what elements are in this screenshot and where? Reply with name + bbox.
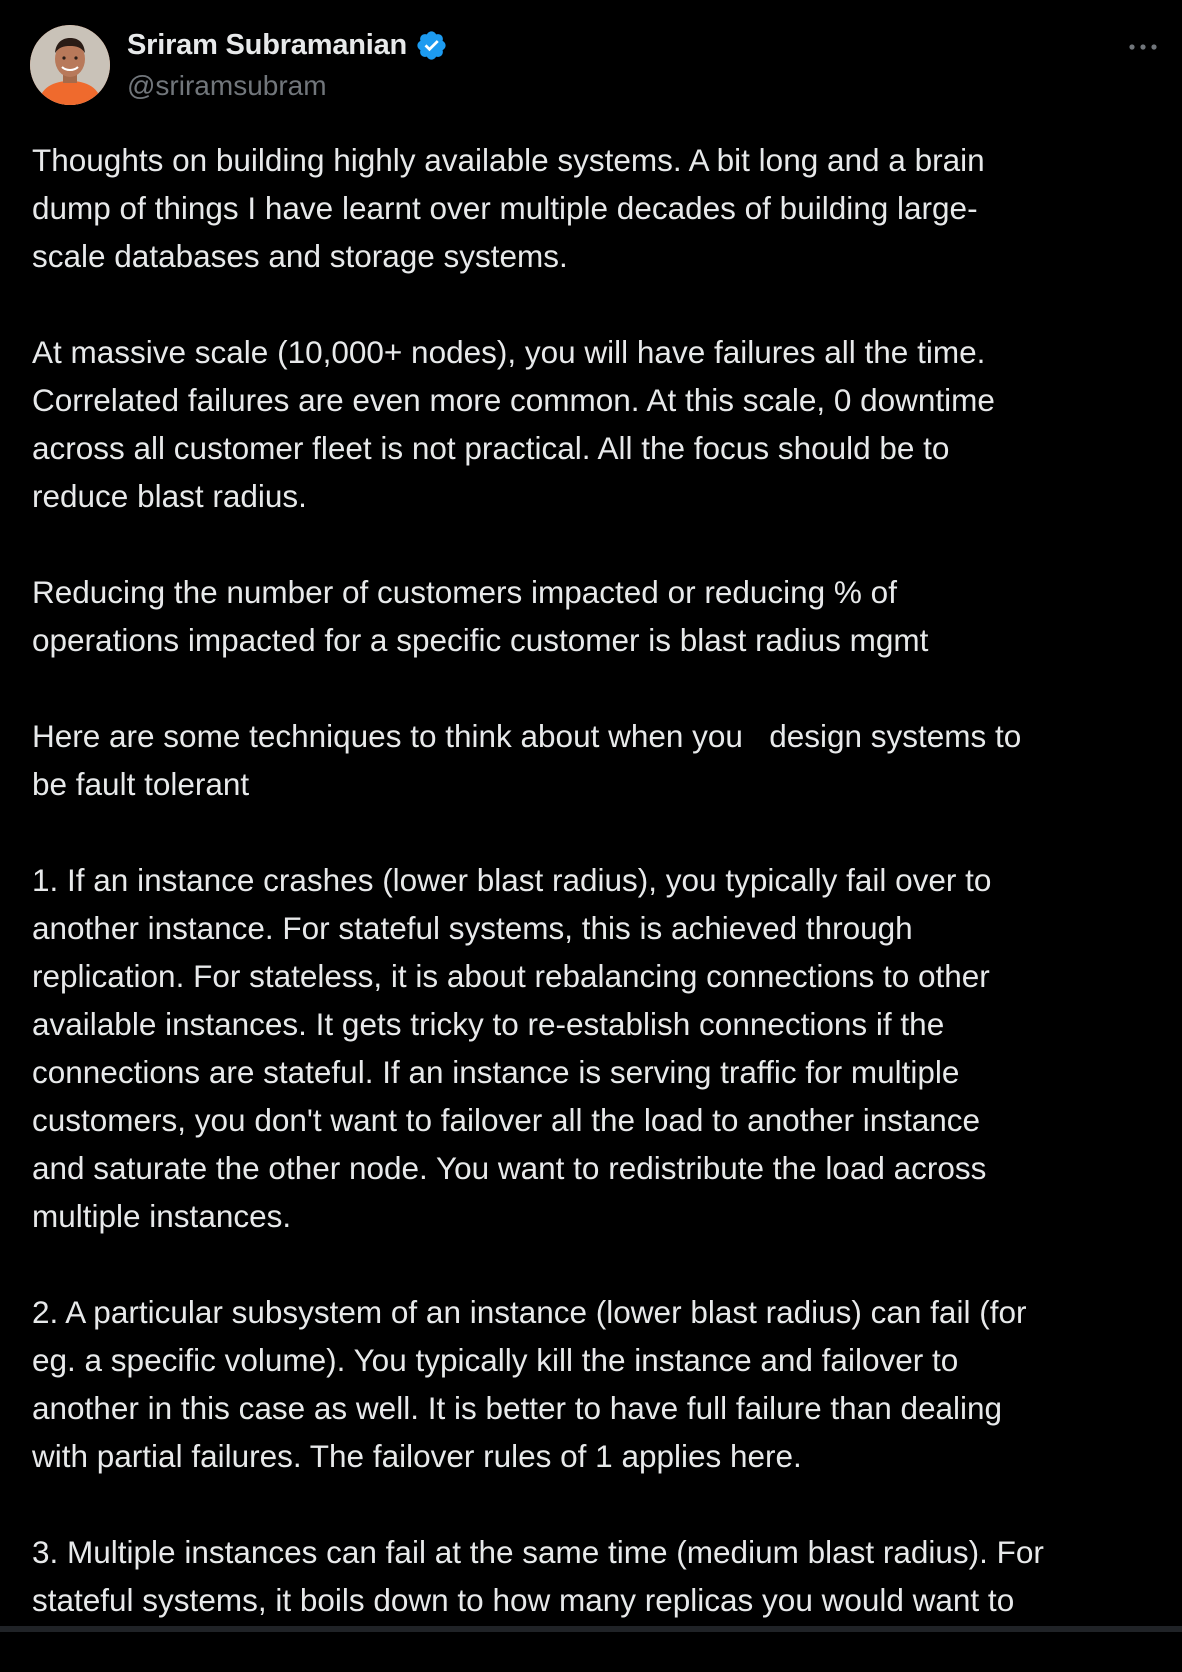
scroll-edge-divider — [0, 1626, 1182, 1632]
tweet-text-line: 2. A particular subsystem of an instance (lower blast radius) can fail (for — [32, 1294, 1027, 1330]
tweet-text-line: 1. If an instance crashes (lower blast radius), you typically fail over to — [32, 862, 992, 898]
tweet-text-line: replication. For stateless, it is about rebalancing connections to other — [32, 958, 990, 994]
tweet-text-line: scale databases and storage systems. — [32, 238, 568, 274]
tweet-paragraph — [32, 1528, 1162, 1624]
tweet-text-line: across all customer fleet is not practical. All the focus should be to — [32, 430, 950, 466]
tweet-text-line: operations impacted for a specific customer is blast radius mgmt — [32, 622, 929, 658]
tweet-text-line: 3. Multiple instances can fail at the same time (medium blast radius). For — [32, 1534, 1044, 1570]
tweet-text-line: dump of things I have learnt over multiple decades of building large- — [32, 190, 978, 226]
author-handle[interactable]: @sriramsubram — [127, 70, 327, 101]
tweet-text-line: stateful systems, it boils down to how many replicas you would want to — [32, 1582, 1015, 1618]
tweet-paragraph — [32, 568, 1162, 664]
tweet-text-line: connections are stateful. If an instance is serving traffic for multiple — [32, 1054, 960, 1090]
tweet-text-line: with partial failures. The failover rules of 1 applies here. — [32, 1438, 802, 1474]
tweet-text-line: available instances. It gets tricky to re-establish connections if the — [32, 1006, 945, 1042]
tweet-paragraph — [32, 1288, 1162, 1480]
tweet-text-line: Correlated failures are even more common. At this scale, 0 downtime — [32, 382, 995, 418]
tweet-paragraph — [32, 856, 1162, 1240]
tweet-text-line: another in this case as well. It is better to have full failure than dealing — [32, 1390, 1003, 1426]
verified-badge-icon[interactable] — [415, 29, 448, 62]
avatar[interactable] — [30, 25, 110, 105]
tweet-paragraph — [32, 712, 1162, 808]
tweet-text — [32, 136, 1162, 1672]
tweet-text-line: customers, you don't want to failover all the load to another instance — [32, 1102, 981, 1138]
tweet-text-line: and saturate the other node. You want to redistribute the load across — [32, 1150, 987, 1186]
profile-photo-icon — [30, 25, 110, 105]
tweet-text-line: Thoughts on building highly available systems. A bit long and a brain — [32, 142, 985, 178]
tweet-text-line: Reducing the number of customers impacted or reducing % of — [32, 574, 897, 610]
tweet-text-line: another instance. For stateful systems, this is achieved through — [32, 910, 913, 946]
tweet-paragraph — [32, 328, 1162, 520]
tweet-text-line: eg. a specific volume). You typically kill the instance and failover to — [32, 1342, 959, 1378]
tweet-header — [0, 0, 1182, 120]
author-name-row — [127, 29, 448, 62]
tweet-text-line: be fault tolerant — [32, 766, 250, 802]
more-options-icon[interactable] — [1126, 30, 1160, 64]
tweet-paragraph — [32, 136, 1162, 280]
tweet-text-line: At massive scale (10,000+ nodes), you will have failures all the time. — [32, 334, 986, 370]
tweet-text-line: multiple instances. — [32, 1198, 292, 1234]
author-display-name[interactable]: Sriram Subramanian — [127, 29, 408, 61]
tweet-text-line: Here are some techniques to think about when you design systems to — [32, 718, 1022, 754]
tweet-text-line: reduce blast radius. — [32, 478, 307, 514]
